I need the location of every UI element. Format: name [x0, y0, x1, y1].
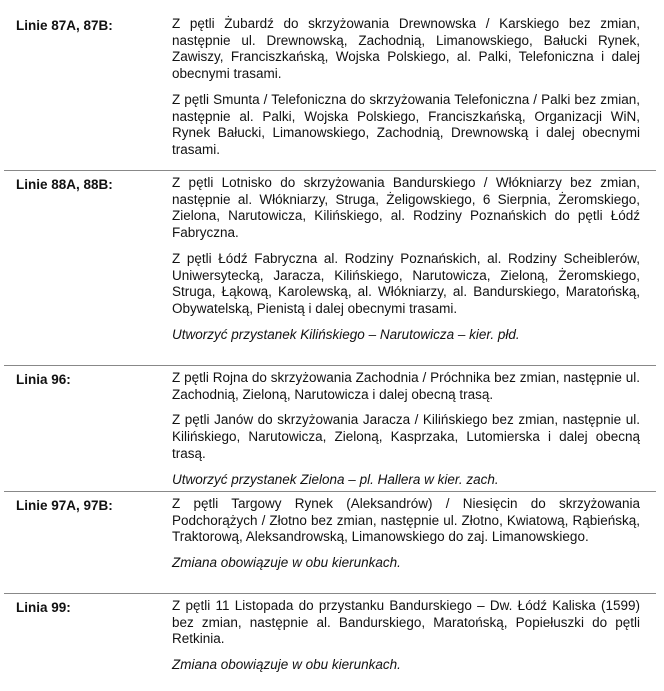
route-description: [172, 496, 640, 581]
route-label: Linie 87A, 87B:: [16, 18, 113, 33]
route-paragraph: Z pętli Żubardź do skrzyżowania Drewnowska / Karskiego bez zmian, następnie ul. Drewnowską, Zachodnią, Limanowskiego, Bałucki Rynek, Zawiszy, Franciszkańską, Wojska Polskiego, al. Palki, Telefoniczna i dalej obecnymi trasami.: [172, 16, 640, 82]
route-paragraph: Z pętli Łódź Fabryczna al. Rodziny Poznańskich, al. Rodziny Scheiblerów, Uniwersytecką, Jaracza, Kilińskiego, Narutowicza, Zieloną, Żeromskiego, Struga, Łąkową, Karolewską, al. Włókniarzy, al. Bandurskiego, Maratońską, Obywatelską, Pienistą i dalej obecnymi trasami.: [172, 250, 640, 316]
route-paragraph: Z pętli 11 Listopada do przystanku Bandurskiego – Dw. Łódź Kaliska (1599) bez zmian, następnie al. Bandurskiego, Maratońską, Popiełuszki do pętli Retkinia.: [172, 598, 640, 647]
route-paragraph: Z pętli Rojna do skrzyżowania Zachodnia / Próchnika bez zmian, następnie ul. Zachodnią, Zieloną, Narutowicza i dalej obecną trasą.: [172, 370, 640, 402]
route-paragraph: Z pętli Lotnisko do skrzyżowania Bandurskiego / Włókniarzy bez zmian, następnie al. Włókniarzy, Struga, Żeligowskiego, 6 Sierpnia, Żeromskiego, Zielona, Narutowicza, Kilińskiego, al. Rodziny Poznańskich do pętli Łódź Fabryczna.: [172, 175, 640, 241]
route-description: [172, 16, 640, 168]
route-paragraph: Z pętli Janów do skrzyżowania Jaracza / Kilińskiego bez zmian, następnie ul. Kilińskiego, Narutowicza, Zieloną, Kasprzaka, Lutomierska i dalej obecną trasą.: [172, 412, 640, 461]
section-divider: [4, 365, 656, 366]
route-label: Linia 99:: [16, 600, 71, 615]
route-description: [172, 370, 640, 497]
section-divider: [4, 593, 656, 594]
route-description: [172, 598, 640, 683]
route-note: Utworzyć przystanek Kilińskiego – Narutowicza – kier. płd.: [172, 326, 520, 342]
route-label: Linia 96:: [16, 372, 71, 387]
route-paragraph: Z pętli Targowy Rynek (Aleksandrów) / Niesięcin do skrzyżowania Podchorążych / Złotno bez zmian, następnie ul. Złotno, Kwiatową, Rąbieńską, Traktorową, Aleksandrowską, Limanowskiego do zaj. Limanowskiego.: [172, 496, 640, 545]
route-note: Zmiana obowiązuje w obu kierunkach.: [172, 555, 401, 571]
section-divider: [4, 170, 656, 171]
route-note: Utworzyć przystanek Zielona – pl. Hallera w kier. zach.: [172, 471, 499, 487]
route-paragraph: Z pętli Smunta / Telefoniczna do skrzyżowania Telefoniczna / Palki bez zmian, następnie al. Palki, Wojska Polskiego, Franciszkańską, Organizacji WiN, Rynek Bałucki, Limanowskiego, Zachodnią, Drewnowską i dalej obecnymi trasami.: [172, 91, 640, 157]
section-divider: [4, 491, 656, 492]
route-label: Linie 88A, 88B:: [16, 177, 113, 192]
route-label: Linie 97A, 97B:: [16, 498, 113, 513]
route-description: [172, 175, 640, 352]
route-note: Zmiana obowiązuje w obu kierunkach.: [172, 657, 401, 673]
